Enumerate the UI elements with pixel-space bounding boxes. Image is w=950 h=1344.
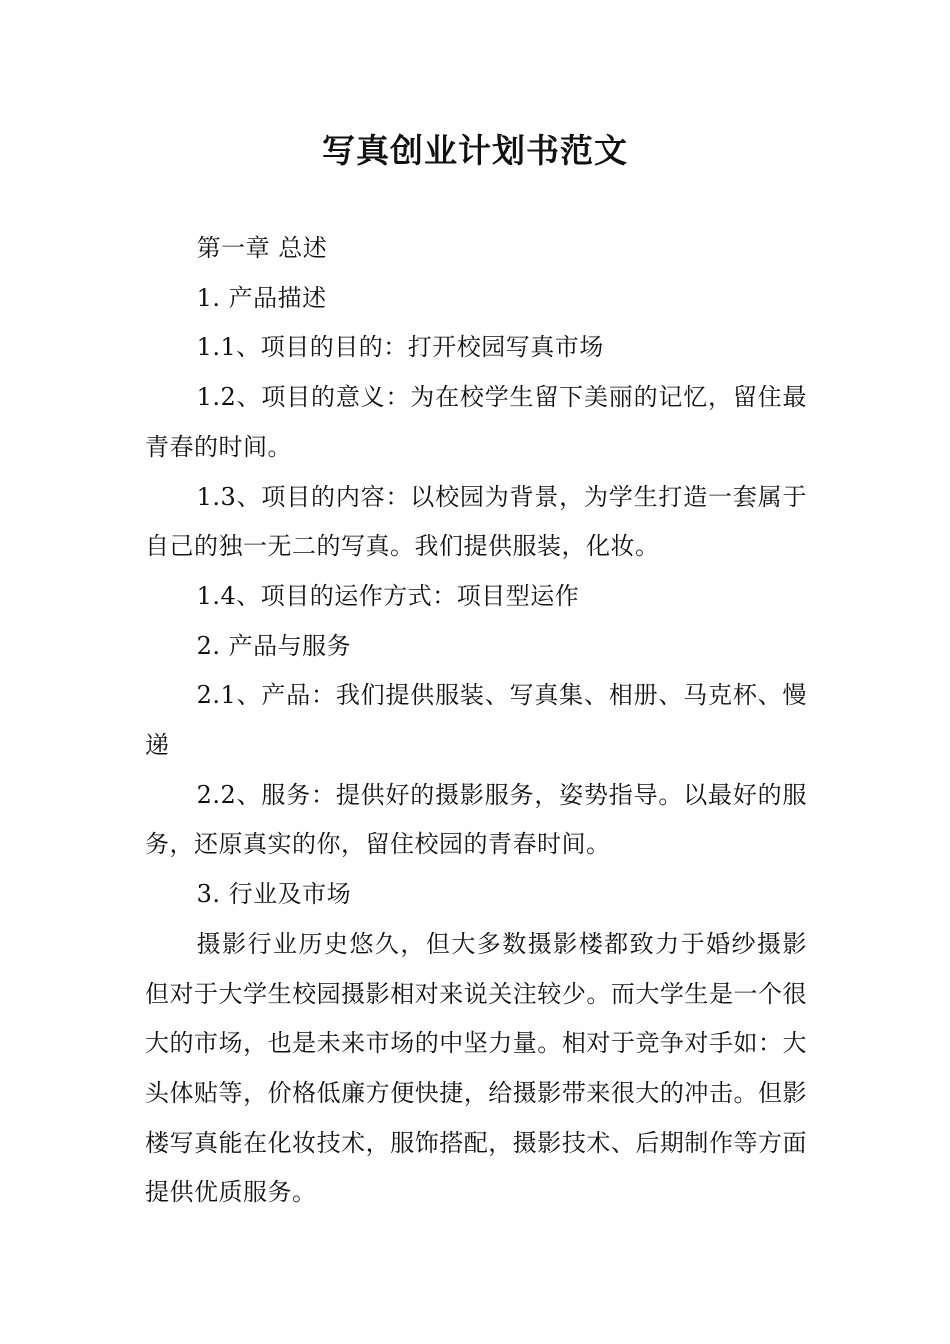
- paragraph-project-purpose: 1.1、项目的目的：打开校园写真市场: [196, 333, 604, 362]
- paragraph-project-operation: 1.4、项目的运作方式：项目型运作: [196, 581, 580, 610]
- section-heading-product-description: 1. 产品描述: [196, 283, 327, 312]
- paragraph-project-significance: 1.2、项目的意义：为在校学生留下美丽的记忆，留住最青春的时间。: [145, 383, 807, 461]
- document-body: [145, 224, 807, 1218]
- paragraph-project-content: 1.3、项目的内容：以校园为背景，为学生打造一套属于自己的独一无二的写真。我们提供服装，化妆。: [145, 482, 807, 561]
- section-heading-products-services: 2. 产品与服务: [196, 631, 352, 660]
- section-heading-industry-market: 3. 行业及市场: [196, 880, 352, 909]
- paragraph-products: 2.1、产品：我们提供服装、写真集、相册、马克杯、慢递: [145, 681, 807, 760]
- paragraph-services: 2.2、服务：提供好的摄影服务，姿势指导。以最好的服务，还原真实的你，留住校园的青春时间。: [145, 780, 807, 859]
- document-title: 写真创业计划书范文: [322, 131, 628, 170]
- paragraph-industry-analysis: 摄影行业历史悠久，但大多数摄影楼都致力于婚纱摄影但对于大学生校园摄影相对来说关注较少。而大学生是一个很大的市场，也是未来市场的中坚力量。相对于竞争对手如：大头体贴等，价格低廉方便快捷，给摄影带来很大的冲击。但影楼写真能在化妆技术，服饰搭配，摄影技术、后期制作等方面提供优质服务。: [145, 929, 807, 1207]
- chapter-heading: 第一章 总述: [196, 234, 328, 262]
